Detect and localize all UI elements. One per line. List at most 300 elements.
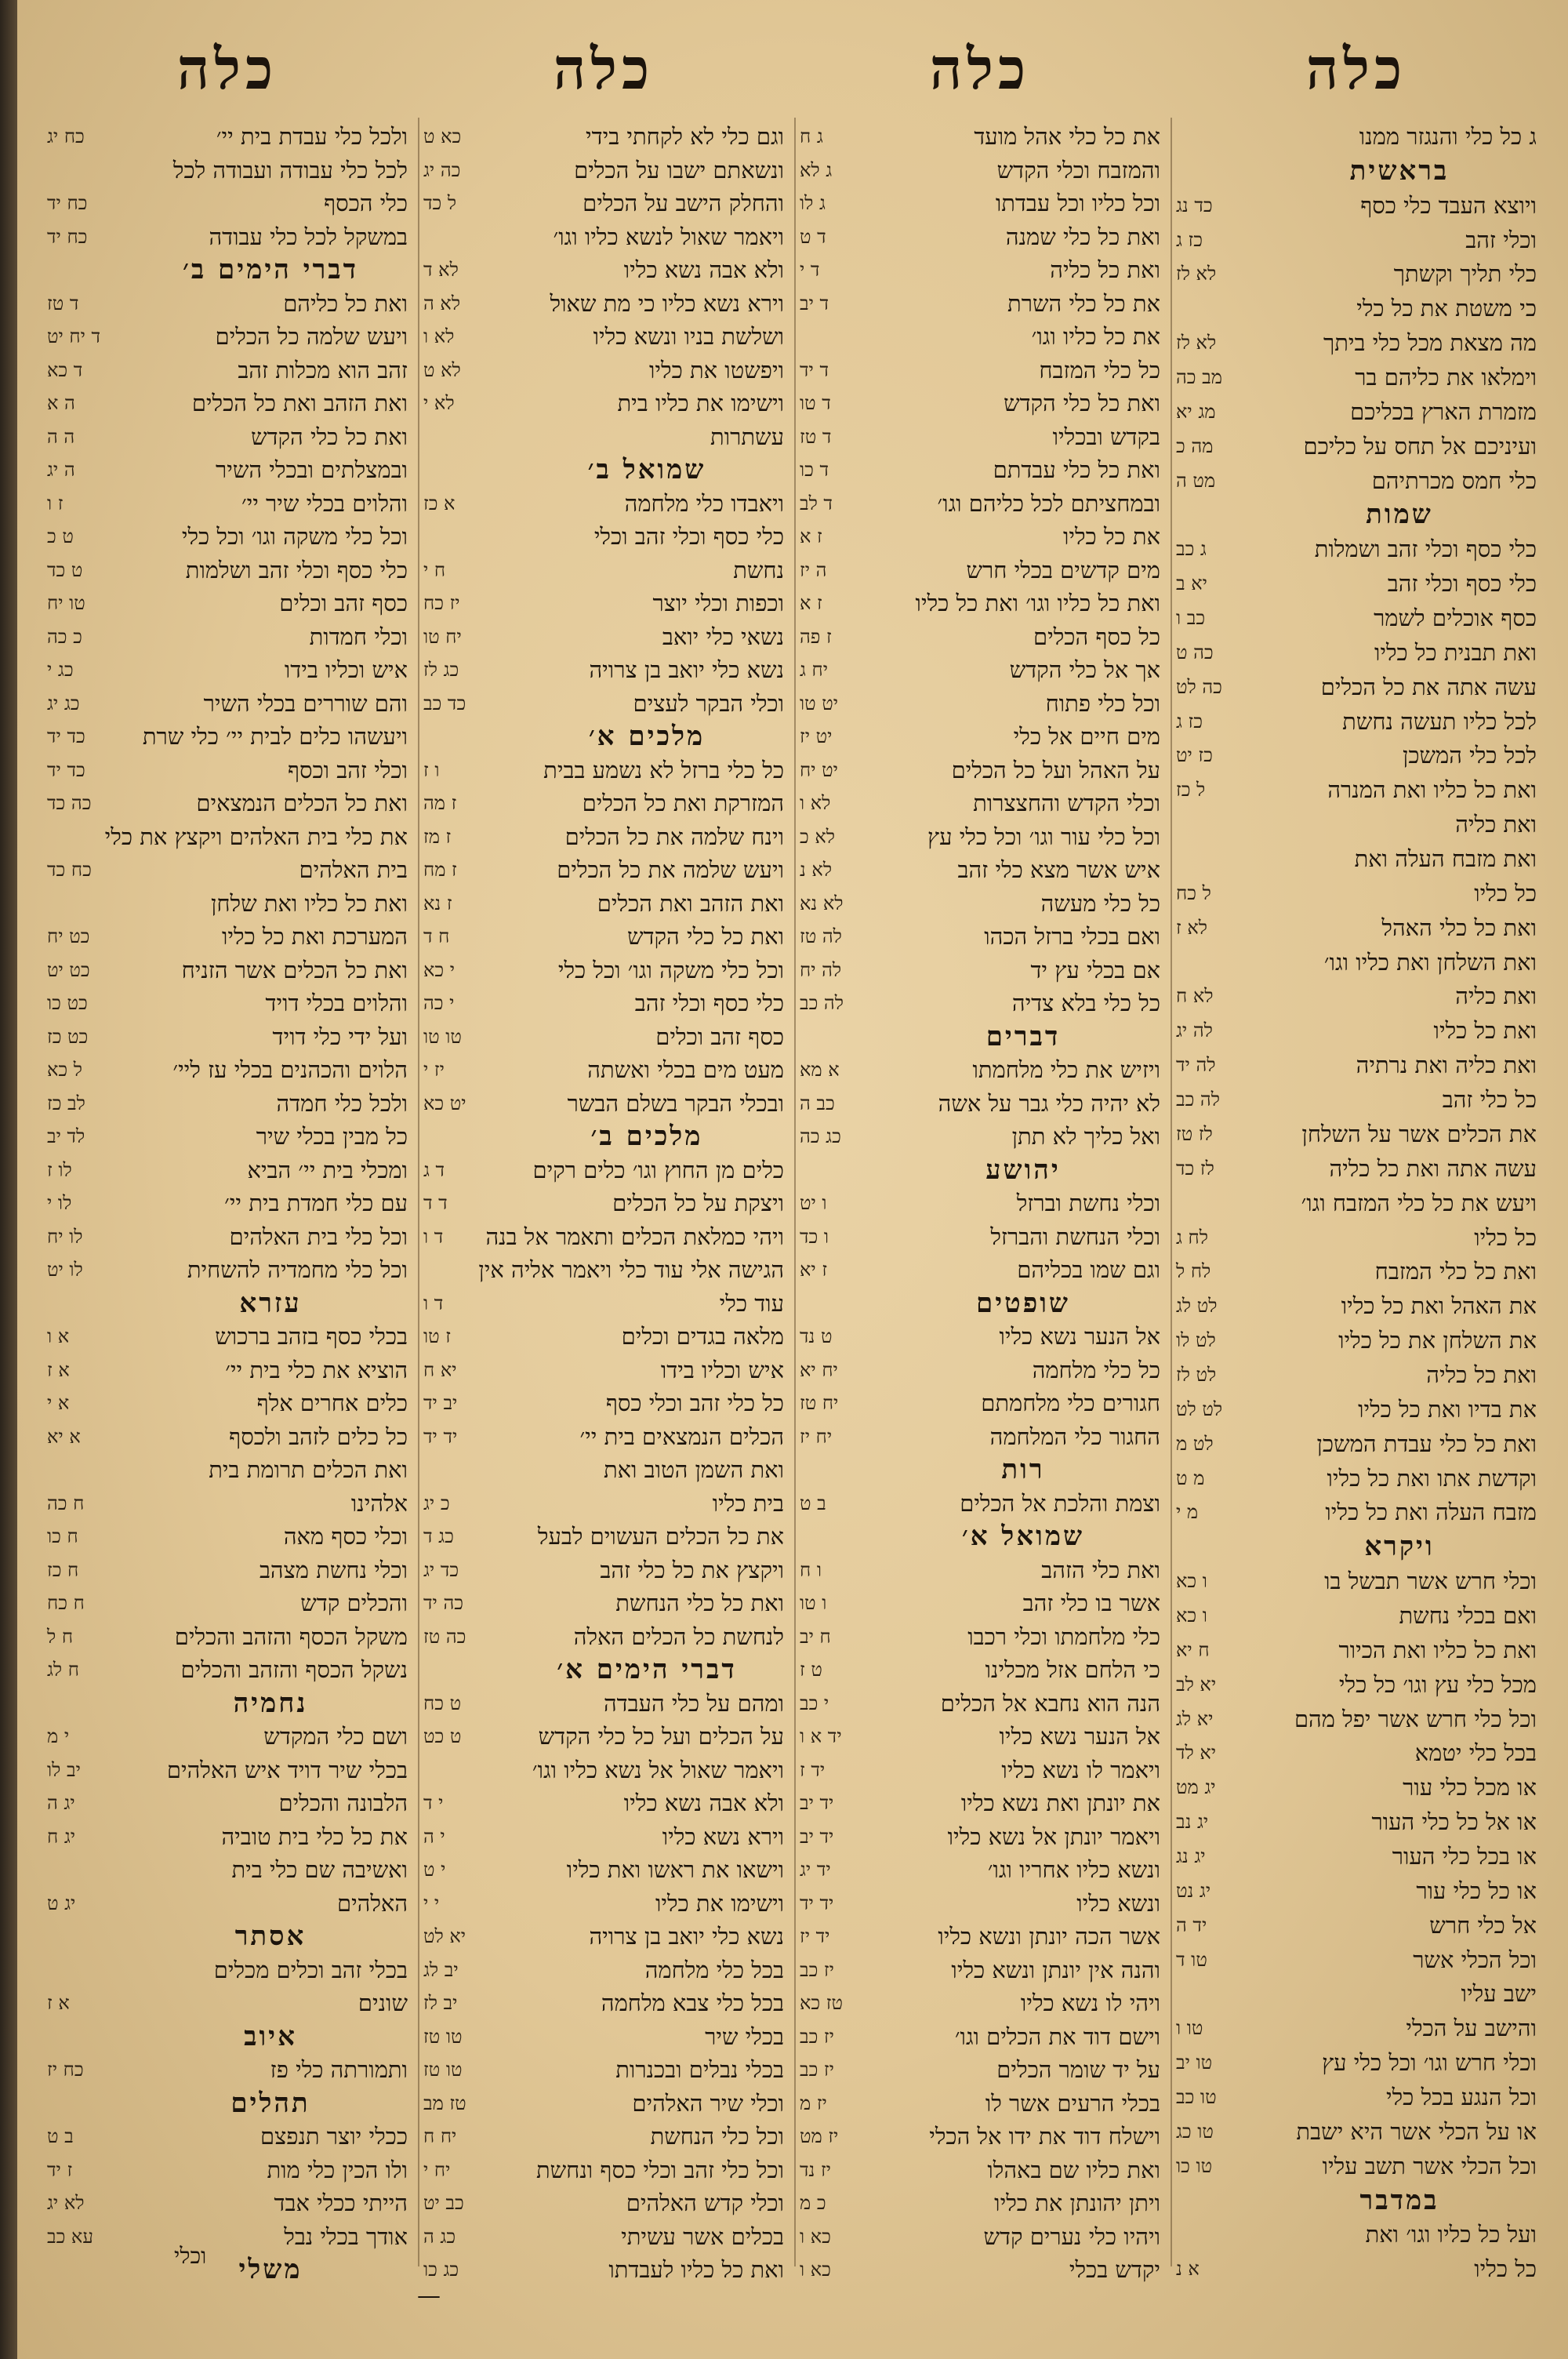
entry-text: או על הכלי אשר היא ישבת bbox=[1296, 2117, 1537, 2145]
concordance-entry bbox=[800, 921, 1160, 952]
column-rule bbox=[1171, 118, 1172, 2266]
entry-text: כל כלי המזבח bbox=[1039, 356, 1160, 383]
section-heading bbox=[47, 1688, 408, 1719]
concordance-entry bbox=[800, 1654, 1160, 1685]
concordance-entry bbox=[800, 554, 1160, 586]
entry-reference: לז כד bbox=[1176, 1157, 1214, 1180]
concordance-entry bbox=[47, 654, 408, 685]
concordance-entry bbox=[1176, 2047, 1537, 2078]
concordance-entry bbox=[1176, 1290, 1537, 1321]
concordance-entry bbox=[1176, 1944, 1537, 1976]
concordance-entry bbox=[800, 321, 1160, 352]
entry-text: האלהים bbox=[336, 1889, 408, 1917]
entry-reference: יג ה bbox=[47, 1792, 75, 1814]
concordance-entry bbox=[800, 2021, 1160, 2052]
entry-text: אודך בכלי נבל bbox=[284, 2223, 408, 2250]
concordance-entry bbox=[47, 521, 408, 552]
entry-reference: כז יט bbox=[1176, 744, 1213, 767]
entry-reference: כד נג bbox=[1176, 194, 1213, 216]
concordance-entry bbox=[800, 1254, 1160, 1285]
entry-reference: כא ו bbox=[800, 2225, 831, 2248]
concordance-entry bbox=[800, 2221, 1160, 2252]
concordance-entry bbox=[1176, 1737, 1537, 1768]
concordance-entry bbox=[47, 488, 408, 519]
concordance-entry bbox=[1176, 1669, 1537, 1700]
entry-text: בכלים אשר עשיתי bbox=[621, 2223, 784, 2250]
entry-reference: יח ח bbox=[423, 2125, 457, 2147]
entry-text: אשר בו כלי זהב bbox=[1022, 1590, 1160, 1616]
concordance-entry bbox=[800, 1354, 1160, 1386]
concordance-entry bbox=[423, 621, 784, 652]
entry-text: חגורים כלי מלחמתם bbox=[981, 1390, 1160, 1416]
entry-list bbox=[47, 121, 408, 2285]
entry-reference: לד יב bbox=[47, 1125, 85, 1147]
entry-reference: כ כה bbox=[47, 625, 82, 648]
entry-text: וישימו את כליו בית bbox=[617, 390, 784, 416]
entry-reference: טו טו bbox=[423, 1025, 462, 1048]
entry-text: לא יהיה כלי גבר על אשה bbox=[938, 1089, 1160, 1117]
entry-reference: ז יא bbox=[800, 1259, 828, 1281]
entry-reference: טו כג bbox=[1176, 2120, 1214, 2143]
section-heading bbox=[47, 2254, 408, 2285]
entry-text: המערכת ואת כל כליו bbox=[221, 923, 408, 950]
entry-text: ולא אבה נשא כליו bbox=[623, 256, 784, 283]
concordance-entry bbox=[800, 254, 1160, 285]
entry-text: מה מצאת מכל כלי ביתך bbox=[1323, 329, 1537, 357]
entry-text: כל כלי בלא צדיה bbox=[1011, 990, 1160, 1016]
entry-reference: ח כז bbox=[47, 1558, 79, 1581]
entry-reference: כח יד bbox=[47, 225, 88, 248]
entry-reference: יב לג bbox=[423, 1958, 459, 1981]
entry-text: ויאבדו כלי מלחמה bbox=[624, 489, 784, 517]
entry-text: דברי הימים ב׳ bbox=[182, 254, 359, 285]
entry-reference: טו יב bbox=[1176, 2052, 1213, 2074]
entry-text: את כל כלי אהל מועד bbox=[974, 123, 1160, 150]
concordance-entry bbox=[47, 421, 408, 453]
entry-reference: יד ז bbox=[800, 1758, 826, 1781]
entry-text: ואת כל כלי האהל bbox=[1381, 914, 1537, 941]
concordance-entry bbox=[800, 1488, 1160, 1519]
entry-text: ומכלי בית יי׳ הביא bbox=[247, 1156, 408, 1183]
concordance-entry bbox=[800, 1888, 1160, 1919]
concordance-entry bbox=[800, 688, 1160, 719]
entry-text: ואת הזהב ואת הכלים bbox=[597, 889, 784, 917]
concordance-entry bbox=[800, 987, 1160, 1019]
entry-reference: יד יג bbox=[800, 1859, 831, 1881]
concordance-entry bbox=[1176, 2253, 1537, 2284]
footer-mark: — bbox=[417, 2282, 441, 2310]
concordance-entry bbox=[423, 854, 784, 885]
entry-text: הכלים הנמצאים בית יי׳ bbox=[579, 1423, 784, 1450]
entry-text: עשה אתה ואת כל כליה bbox=[1329, 1154, 1537, 1182]
entry-text: כלים אחרים אלף bbox=[256, 1390, 408, 1416]
concordance-entry bbox=[1176, 1015, 1537, 1046]
entry-reference: ז פה bbox=[800, 625, 832, 648]
entry-text: ובכלי הבקר בשלם הבשר bbox=[567, 1089, 784, 1117]
entry-text: ואת כל כליו לעבדתו bbox=[608, 2256, 784, 2283]
entry-reference: ו יט bbox=[800, 1192, 827, 1214]
entry-reference: יד יב bbox=[800, 1825, 834, 1848]
entry-text: מים חיים אל כלי bbox=[1013, 723, 1160, 750]
concordance-entry bbox=[47, 187, 408, 219]
concordance-entry bbox=[47, 387, 408, 419]
concordance-entry bbox=[47, 1354, 408, 1386]
entry-text: כל כלי זהב וכלי כסף bbox=[605, 1390, 784, 1416]
entry-reference: ג לו bbox=[800, 192, 826, 214]
entry-text: כלים מן החוץ וגו׳ כלים רקים bbox=[532, 1156, 784, 1183]
entry-reference: ט ז bbox=[800, 1659, 822, 1681]
entry-text: ויקצץ את כל כלי זהב bbox=[600, 1556, 784, 1583]
entry-text: הלוים והכהנים בכלי עז ליי׳ bbox=[172, 1056, 408, 1083]
concordance-entry bbox=[47, 1787, 408, 1819]
entry-reference: יד ה bbox=[1176, 1914, 1207, 1936]
entry-reference: לא כ bbox=[800, 825, 835, 848]
section-heading bbox=[423, 454, 784, 485]
entry-text: וקדשת אתו ואת כל כליו bbox=[1327, 1464, 1537, 1492]
entry-text: או מכל כלי עור bbox=[1403, 1774, 1537, 1801]
entry-reference: ל כח bbox=[1176, 881, 1211, 904]
entry-text: כל כליו bbox=[1474, 1223, 1537, 1251]
concordance-entry bbox=[800, 1421, 1160, 1452]
entry-text: ואת כליה ואת נרתיה bbox=[1356, 1052, 1537, 1079]
concordance-entry bbox=[423, 1288, 784, 1319]
entry-text: כל כלי מעשה bbox=[1040, 889, 1160, 917]
concordance-entry bbox=[47, 987, 408, 1019]
entry-reference: יא לד bbox=[1176, 1742, 1217, 1765]
entry-text: ויעש את כל כלי המזבח וגו׳ bbox=[1301, 1189, 1537, 1216]
concordance-entry bbox=[1176, 809, 1537, 840]
concordance-entry bbox=[47, 1021, 408, 1052]
entry-text: בכלי זהב וכלים מכלים bbox=[213, 1956, 408, 1983]
concordance-entry bbox=[47, 1254, 408, 1285]
entry-reference: לה יג bbox=[1176, 1020, 1213, 1042]
entry-reference: מט ה bbox=[1176, 469, 1216, 492]
concordance-entry bbox=[800, 387, 1160, 419]
entry-list bbox=[800, 121, 1160, 2285]
concordance-entry bbox=[47, 1554, 408, 1586]
entry-text: והמזבח וכלי הקדש bbox=[996, 156, 1160, 184]
entry-reference: יג ט bbox=[47, 1892, 76, 1914]
entry-text: ויוצא העבד כלי כסף bbox=[1360, 191, 1537, 219]
concordance-entry bbox=[423, 1354, 784, 1386]
entry-text: וכלי נחשת מצהב bbox=[259, 1556, 408, 1583]
concordance-entry bbox=[423, 2221, 784, 2252]
entry-text: כסף זהב וכלים bbox=[655, 1023, 784, 1050]
entry-reference: יא לג bbox=[1176, 1707, 1214, 1730]
entry-text: לנחשת כל הכלים האלה bbox=[573, 1623, 784, 1650]
entry-reference: א ז bbox=[47, 1358, 70, 1381]
entry-reference: יח ג bbox=[800, 659, 829, 681]
concordance-entry bbox=[1176, 362, 1537, 393]
entry-reference: ח כח bbox=[47, 1592, 85, 1614]
entry-reference: ח ד bbox=[423, 925, 450, 947]
entry-text: וכלי חרש וגו׳ וכל כלי עץ bbox=[1322, 2049, 1537, 2077]
entry-text: ואת כל כלי הקדש bbox=[251, 423, 408, 450]
concordance-page bbox=[17, 0, 1568, 2359]
concordance-entry bbox=[800, 1321, 1160, 1352]
entry-reference: לח ג bbox=[1176, 1226, 1208, 1249]
entry-reference: ה יג bbox=[47, 459, 75, 481]
concordance-entry bbox=[47, 1521, 408, 1552]
entry-text: אלהינו bbox=[350, 1489, 408, 1517]
entry-reference: כז ג bbox=[1176, 710, 1203, 732]
concordance-entry bbox=[1176, 1049, 1537, 1081]
entry-text: בכלי שיר דויד איש האלהים bbox=[166, 1756, 408, 1783]
entry-text: ולכל כלי חמדה bbox=[276, 1089, 408, 1117]
entry-text: וכלי זהב וכסף bbox=[287, 756, 408, 783]
entry-reference: יד יד bbox=[423, 1425, 458, 1448]
entry-reference: ט כ bbox=[47, 525, 74, 547]
entry-text: את כל הכלים העשוים לבעל bbox=[537, 1523, 784, 1550]
section-heading bbox=[1176, 155, 1537, 187]
entry-text: או אל כל כלי העור bbox=[1371, 1808, 1537, 1836]
concordance-entry bbox=[47, 621, 408, 652]
concordance-entry bbox=[1176, 1084, 1537, 1115]
entry-text: וכלי חמדות bbox=[309, 623, 408, 650]
concordance-entry bbox=[47, 121, 408, 152]
entry-text: איוב bbox=[244, 2020, 297, 2052]
entry-reference: ל כז bbox=[1176, 779, 1206, 801]
concordance-entry bbox=[800, 954, 1160, 986]
concordance-entry bbox=[1176, 293, 1537, 324]
concordance-entry bbox=[800, 1587, 1160, 1619]
entry-reference: כא ו bbox=[800, 2259, 831, 2281]
concordance-entry bbox=[47, 754, 408, 786]
concordance-entry bbox=[423, 1421, 784, 1452]
entry-reference: כ מ bbox=[800, 2192, 826, 2214]
entry-text: ואת כל כלי שמנה bbox=[1005, 223, 1160, 250]
entry-reference: א ז bbox=[47, 1992, 70, 2014]
concordance-entry bbox=[47, 1121, 408, 1152]
entry-reference: לה כב bbox=[1176, 1089, 1220, 1111]
entry-text: וישאו את ראשו ואת כליו bbox=[566, 1856, 784, 1883]
entry-text: ולו הכין כלי מות bbox=[267, 2156, 408, 2183]
entry-text: שמואל ב׳ bbox=[587, 454, 706, 485]
entry-reference: יא לט bbox=[423, 1925, 466, 1947]
column-heading: כלה bbox=[1305, 35, 1407, 102]
entry-text: וכל כליו וכל עבדתו bbox=[995, 190, 1160, 216]
entry-list bbox=[1176, 121, 1537, 2285]
entry-text: הוציא את כלי בית יי׳ bbox=[225, 1356, 408, 1383]
entry-reference: ח י bbox=[423, 558, 446, 581]
concordance-entry bbox=[423, 488, 784, 519]
entry-reference: י ד bbox=[423, 1792, 444, 1814]
section-heading bbox=[1176, 2185, 1537, 2216]
concordance-entry bbox=[423, 1387, 784, 1419]
entry-text: ואם בכלי ברזל הכהו bbox=[984, 923, 1160, 950]
entry-text: את השלחן את כל כליו bbox=[1338, 1327, 1537, 1354]
column-4 bbox=[47, 31, 408, 2306]
concordance-entry bbox=[47, 221, 408, 253]
entry-text: אל הנער נשא כליו bbox=[999, 1723, 1160, 1750]
entry-reference: טז מב bbox=[423, 2092, 466, 2114]
concordance-entry bbox=[47, 1721, 408, 1752]
entry-text: עזרא bbox=[239, 1287, 302, 1319]
entry-text: נשא כלי יואב בן צרויה bbox=[589, 656, 784, 683]
entry-reference: לז טז bbox=[1176, 1122, 1213, 1145]
entry-reference: ה א bbox=[47, 392, 75, 414]
entry-reference: כג כו bbox=[423, 2259, 459, 2281]
concordance-entry bbox=[800, 121, 1160, 152]
entry-reference: לא נ bbox=[800, 859, 833, 881]
concordance-entry bbox=[423, 1488, 784, 1519]
entry-text: ויאמר לו נשא כליו bbox=[1001, 1756, 1160, 1783]
concordance-entry bbox=[1176, 1153, 1537, 1184]
entry-reference: כ יג bbox=[423, 1492, 450, 1514]
concordance-entry bbox=[800, 288, 1160, 319]
concordance-entry bbox=[1176, 121, 1537, 152]
concordance-entry bbox=[800, 221, 1160, 253]
concordance-entry bbox=[800, 787, 1160, 819]
entry-reference: א י bbox=[47, 1392, 70, 1414]
entry-reference: מה כ bbox=[1176, 434, 1214, 457]
entry-text: ועל כל כליו וגו׳ ואת bbox=[1365, 2221, 1537, 2248]
entry-text: משלי bbox=[238, 2254, 303, 2285]
concordance-entry bbox=[800, 2121, 1160, 2152]
entry-text: ככלי יוצר תנפצם bbox=[260, 2123, 408, 2150]
entry-text: את כל כליו bbox=[1062, 523, 1160, 550]
entry-text: בקדש ובכליו bbox=[1052, 423, 1160, 450]
concordance-entry bbox=[800, 187, 1160, 219]
entry-reference: יד א ו bbox=[800, 1725, 842, 1747]
concordance-entry bbox=[423, 2187, 784, 2219]
entry-reference: ל כא bbox=[47, 1059, 82, 1081]
entry-reference: לה טז bbox=[800, 925, 842, 947]
entry-text: הגישה אלי עוד כלי ויאמר אליה אין bbox=[478, 1256, 784, 1283]
entry-text: ואת כל כליו ואת המנרה bbox=[1327, 776, 1537, 804]
entry-reference: יד יב bbox=[800, 1792, 834, 1814]
entry-reference: ז טו bbox=[423, 1325, 451, 1347]
entry-text: כל כליו bbox=[1474, 2255, 1537, 2283]
entry-text: ויצקת על כל הכלים bbox=[612, 1190, 784, 1216]
entry-text: וכל כלי פתוח bbox=[1045, 689, 1160, 717]
entry-reference: ח לג bbox=[47, 1659, 79, 1681]
concordance-entry bbox=[1176, 602, 1537, 634]
entry-reference: ז יד bbox=[47, 2158, 73, 2181]
column-2 bbox=[800, 31, 1160, 2306]
concordance-entry bbox=[423, 2088, 784, 2119]
entry-text: המזרקת ואת כל הכלים bbox=[582, 790, 784, 816]
entry-text: ואת כל כלי הקדש bbox=[1004, 390, 1160, 416]
concordance-entry bbox=[1176, 774, 1537, 805]
entry-reference: יד יז bbox=[800, 1925, 830, 1947]
concordance-entry bbox=[1176, 327, 1537, 358]
concordance-entry bbox=[47, 1587, 408, 1619]
entry-reference: יא ח bbox=[423, 1358, 457, 1381]
entry-reference: לא ו bbox=[800, 792, 831, 814]
concordance-entry bbox=[423, 1054, 784, 1085]
entry-text: והישב על הכלי bbox=[1406, 2015, 1537, 2042]
entry-text: ויתן יהונתן את כליו bbox=[994, 2190, 1160, 2216]
entry-reference: יג נט bbox=[1176, 1879, 1211, 1902]
entry-text: רות bbox=[1001, 1454, 1045, 1485]
entry-text: וכל כלי משקה וגו׳ וכל כלי bbox=[557, 956, 784, 983]
concordance-entry bbox=[800, 521, 1160, 552]
concordance-entry bbox=[800, 1854, 1160, 1885]
concordance-entry bbox=[1176, 1772, 1537, 1803]
entry-text: שונים bbox=[358, 1990, 408, 2016]
entry-text: כלי כסף וכלי זהב ושלמות bbox=[185, 556, 408, 583]
entry-reference: ד כו bbox=[800, 459, 829, 481]
entry-text: ואת כל כליו וגו׳ ואת כל כליו bbox=[915, 590, 1160, 616]
entry-text: ואת כל כליו ואת שלחן bbox=[210, 889, 408, 917]
entry-text: כל כלים לזהב ולכסף bbox=[229, 1423, 408, 1450]
concordance-entry bbox=[423, 1787, 784, 1819]
entry-text: וישימו את כליו bbox=[655, 1889, 784, 1917]
concordance-entry bbox=[47, 1154, 408, 1186]
entry-reference: לו ז bbox=[47, 1158, 72, 1181]
concordance-entry bbox=[1176, 843, 1537, 874]
entry-reference: כד יד bbox=[47, 725, 85, 747]
concordance-entry bbox=[423, 421, 784, 453]
entry-text: וכל הכלי אשר bbox=[1413, 1946, 1537, 1973]
concordance-entry bbox=[47, 354, 408, 386]
entry-reference: כח יד bbox=[47, 192, 88, 214]
entry-text: וכל הנגע בכל כלי bbox=[1386, 2083, 1537, 2110]
entry-text: ואת כל כליו bbox=[1433, 1017, 1537, 1045]
entry-reference: טו טז bbox=[423, 2059, 463, 2081]
entry-reference: יח טו bbox=[423, 625, 462, 648]
section-heading bbox=[47, 1921, 408, 1952]
entry-reference: מ י bbox=[1176, 1501, 1199, 1524]
entry-text: והכלים קדש bbox=[300, 1590, 408, 1616]
entry-text: יהושע bbox=[985, 1154, 1061, 1186]
entry-reference: ט כח bbox=[423, 1692, 462, 1714]
entry-text: ועיניכם אל תחס על כליכם bbox=[1303, 432, 1537, 460]
entry-text: ואת כל כלי הקדש bbox=[627, 923, 784, 950]
entry-reference: כג ד bbox=[423, 1525, 454, 1547]
entry-reference: י י bbox=[423, 1892, 440, 1914]
entry-text: וכלי חרש אשר תבשל בו bbox=[1324, 1568, 1537, 1595]
entry-text: וינח שלמה את כל הכלים bbox=[564, 823, 784, 850]
entry-text: ג כל כלי והנגזר ממנו bbox=[1359, 123, 1537, 150]
concordance-entry bbox=[47, 1421, 408, 1452]
concordance-entry bbox=[1176, 1428, 1537, 1459]
entry-text: וישם דוד את הכלים וגו׳ bbox=[954, 2023, 1160, 2050]
entry-reference: טו ו bbox=[1176, 2017, 1203, 2040]
entry-reference: יח יז bbox=[800, 1425, 833, 1448]
concordance-entry bbox=[1176, 1875, 1537, 1906]
column-heading: כלה bbox=[929, 35, 1031, 102]
concordance-entry bbox=[47, 1854, 408, 1885]
entry-reference: יח י bbox=[423, 2158, 451, 2181]
column-rule bbox=[794, 118, 796, 2266]
concordance-entry bbox=[1176, 465, 1537, 496]
concordance-entry bbox=[800, 2254, 1160, 2285]
entry-reference: ד לב bbox=[800, 492, 833, 514]
concordance-entry bbox=[1176, 1325, 1537, 1356]
concordance-entry bbox=[800, 1721, 1160, 1752]
entry-text: מלכים ב׳ bbox=[590, 1121, 703, 1152]
entry-text: ואת מזבח העלה ואת bbox=[1354, 845, 1537, 873]
entry-text: נשאי כלי יואב bbox=[662, 623, 784, 650]
concordance-entry bbox=[423, 1554, 784, 1586]
section-heading bbox=[1176, 1531, 1537, 1562]
entry-reference: כח יז bbox=[47, 2059, 84, 2081]
concordance-entry bbox=[800, 1088, 1160, 1119]
concordance-entry bbox=[1176, 396, 1537, 427]
concordance-entry bbox=[1176, 878, 1537, 909]
entry-text: את הכלים אשר על השלחן bbox=[1301, 1120, 1537, 1147]
concordance-entry bbox=[800, 1187, 1160, 1219]
entry-text: על האהל ועל כל הכלים bbox=[951, 756, 1160, 783]
concordance-entry bbox=[1176, 1634, 1537, 1666]
entry-text: וכל כלי עור וגו׳ וכל כלי עץ bbox=[927, 823, 1160, 850]
entry-text: שמואל א׳ bbox=[961, 1521, 1085, 1552]
entry-text: כלי כסף וכלי זהב וכלי bbox=[593, 523, 784, 550]
concordance-entry bbox=[800, 1987, 1160, 2019]
entry-reference: כה יג bbox=[423, 158, 461, 181]
